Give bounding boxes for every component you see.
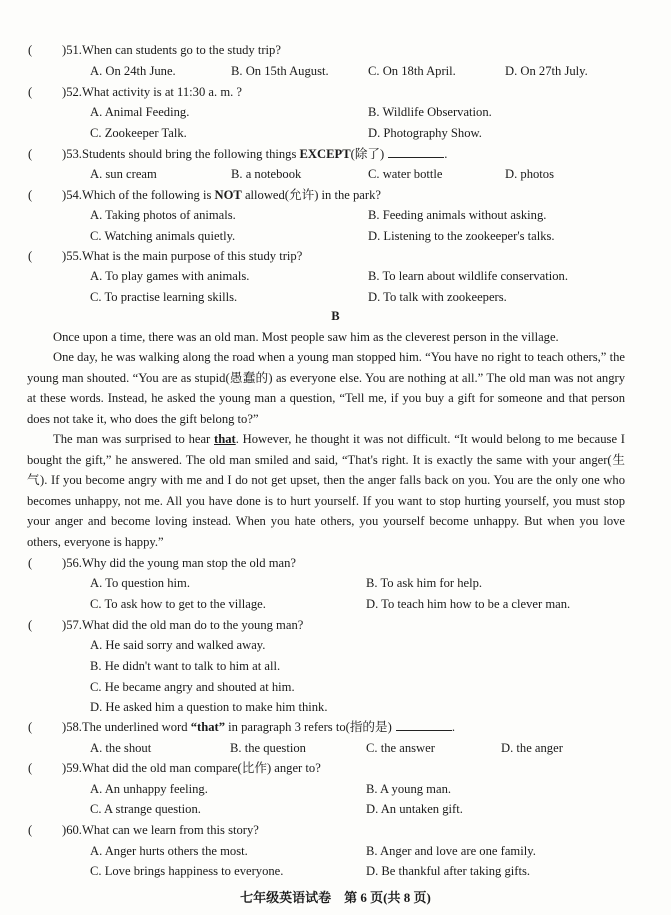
answer-paren[interactable]: ( xyxy=(28,823,33,837)
options-56b xyxy=(28,594,651,614)
option-a[interactable]: A. the shout xyxy=(90,741,152,755)
options-60a xyxy=(28,841,651,861)
option-b[interactable]: B. He didn't want to talk to him at all. xyxy=(90,659,281,673)
option-a[interactable]: A. Anger hurts others the most. xyxy=(90,844,248,858)
options-54b xyxy=(28,226,651,246)
options-59b xyxy=(28,799,651,819)
answer-paren[interactable]: ( xyxy=(28,556,33,570)
option-a[interactable]: A. An unhappy feeling. xyxy=(90,782,208,796)
option-c[interactable]: C. Zookeeper Talk. xyxy=(90,126,187,140)
options-51 xyxy=(28,61,651,81)
question-number: )55. xyxy=(62,249,82,263)
options-57b xyxy=(28,656,651,676)
question-gloss: in paragraph 3 refers to(指的是) xyxy=(225,720,392,734)
option-d[interactable]: D. photos xyxy=(505,167,554,181)
emphasis-word: “that” xyxy=(190,720,225,734)
passage-paragraph-2: One day, he was walking along the road when a young man stopped him. “You have no right to teach others,” the young man shouted. “You are as stupid(愚蠢的) as everyone else. You are nothing at all.” The old man was not angry at these words. Instead, he asked the young man a question, “Tell me, if you buy a gift for someone and that person does not take it, who does the gift belong to?” xyxy=(27,350,625,426)
question-52 xyxy=(28,82,651,102)
passage-paragraph-3 xyxy=(27,429,625,553)
option-b[interactable]: B. a notebook xyxy=(231,167,302,181)
option-b[interactable]: B. the question xyxy=(230,741,306,755)
question-number: )56. xyxy=(62,556,82,570)
option-b[interactable]: B. Anger and love are one family. xyxy=(366,844,536,858)
option-c[interactable]: C. Love brings happiness to everyone. xyxy=(90,864,284,878)
question-56 xyxy=(28,553,651,573)
options-55b xyxy=(28,287,651,307)
emphasis-word: NOT xyxy=(214,188,242,202)
question-text: Which of the following is xyxy=(81,188,215,202)
question-gloss: allowed(允许) in the park? xyxy=(241,188,381,202)
question-54 xyxy=(28,185,651,205)
option-b[interactable]: B. Wildlife Observation. xyxy=(368,105,492,119)
options-59a xyxy=(28,779,651,799)
question-60 xyxy=(28,820,651,840)
question-51 xyxy=(28,40,651,60)
answer-blank[interactable] xyxy=(388,145,444,158)
option-a[interactable]: A. To play games with animals. xyxy=(90,269,250,283)
options-60b xyxy=(28,861,651,881)
question-53 xyxy=(28,144,651,164)
option-a[interactable]: A. On 24th June. xyxy=(90,64,176,78)
option-a[interactable]: A. Animal Feeding. xyxy=(90,105,190,119)
question-text: What is the main purpose of this study trip? xyxy=(81,249,303,263)
question-text: The underlined word xyxy=(81,720,191,734)
question-end: . xyxy=(444,147,448,161)
answer-paren[interactable]: ( xyxy=(28,618,33,632)
question-number: )52. xyxy=(62,85,82,99)
option-d[interactable]: D. Be thankful after taking gifts. xyxy=(366,864,531,878)
question-57 xyxy=(28,615,651,635)
question-number: )54. xyxy=(62,188,82,202)
question-text: When can students go to the study trip? xyxy=(81,43,281,57)
question-gloss: (除了) xyxy=(350,147,385,161)
answer-paren[interactable]: ( xyxy=(28,85,33,99)
option-d[interactable]: D. Photography Show. xyxy=(368,126,482,140)
option-a[interactable]: A. To question him. xyxy=(90,576,190,590)
option-b[interactable]: B. To ask him for help. xyxy=(366,576,483,590)
options-58 xyxy=(28,738,651,758)
option-b[interactable]: B. A young man. xyxy=(366,782,452,796)
option-c[interactable]: C. To ask how to get to the village. xyxy=(90,597,266,611)
option-d[interactable]: D. On 27th July. xyxy=(505,64,588,78)
question-number: )60. xyxy=(62,823,82,837)
options-52b xyxy=(28,123,651,143)
question-59 xyxy=(28,758,651,778)
question-number: )59. xyxy=(62,761,82,775)
options-54a xyxy=(28,205,651,225)
question-number: )53. xyxy=(62,147,82,161)
options-55a xyxy=(28,266,651,286)
option-d[interactable]: D. To talk with zookeepers. xyxy=(368,290,507,304)
paragraph-text: The man was surprised to hear xyxy=(53,432,214,446)
answer-paren[interactable]: ( xyxy=(28,249,33,263)
question-text: What activity is at 11:30 a. m. ? xyxy=(81,85,242,99)
emphasis-word: EXCEPT xyxy=(299,147,351,161)
options-57c xyxy=(28,677,651,697)
options-53 xyxy=(28,164,651,184)
option-a[interactable]: A. Taking photos of animals. xyxy=(90,208,236,222)
answer-paren[interactable]: ( xyxy=(28,720,33,734)
option-d[interactable]: D. Listening to the zookeeper's talks. xyxy=(368,229,555,243)
option-d[interactable]: D. To teach him how to be a clever man. xyxy=(366,597,571,611)
question-number: )57. xyxy=(62,618,82,632)
option-b[interactable]: B. On 15th August. xyxy=(231,64,329,78)
question-58 xyxy=(28,717,651,737)
question-text: Students should bring the following things xyxy=(81,147,300,161)
question-text: What did the old man do to the young man? xyxy=(81,618,304,632)
option-a[interactable]: A. He said sorry and walked away. xyxy=(90,638,266,652)
question-text: Why did the young man stop the old man? xyxy=(81,556,296,570)
option-c[interactable]: C. To practise learning skills. xyxy=(90,290,238,304)
question-55 xyxy=(28,246,651,266)
question-number: )51. xyxy=(62,43,82,57)
options-57a xyxy=(28,635,651,655)
question-text: What did the old man compare(比作) anger to? xyxy=(81,761,321,775)
option-c[interactable]: C. He became angry and shouted at him. xyxy=(90,680,295,694)
underlined-word: that xyxy=(214,432,236,446)
option-c[interactable]: C. the answer xyxy=(366,741,435,755)
option-b[interactable]: B. Feeding animals without asking. xyxy=(368,208,547,222)
options-56a xyxy=(28,573,651,593)
question-text: What can we learn from this story? xyxy=(81,823,259,837)
paragraph-text: . However, he thought it was not difficult. “It would belong to me because I bought the gift,” he answered. The old man smiled and said, “That's right. It is exactly the same with your anger(生气). If you become angry with me and I do not get upset, then the anger falls back on you. You are the only one who becomes unhappy, not me. All you have done is to hurt yourself. If you want to stop hurting yourself, you must stop your anger and become loving instead. When you hate others, you yourself become unhappy. But when you love others, everyone is happy.” xyxy=(27,432,625,549)
answer-blank[interactable] xyxy=(396,718,452,731)
question-number: )58. xyxy=(62,720,82,734)
section-heading: B xyxy=(331,309,340,323)
option-c[interactable]: C. Watching animals quietly. xyxy=(90,229,236,243)
option-c[interactable]: C. water bottle xyxy=(368,167,443,181)
options-57d xyxy=(28,697,651,717)
passage-paragraph-1: Once upon a time, there was an old man. Most people saw him as the cleverest person in the village. xyxy=(53,330,559,344)
question-end: . xyxy=(451,720,455,734)
option-d[interactable]: D. He asked him a question to make him think. xyxy=(90,700,328,714)
option-c[interactable]: C. On 18th April. xyxy=(368,64,456,78)
option-d[interactable]: D. the anger xyxy=(501,741,563,755)
option-b[interactable]: B. To learn about wildlife conservation. xyxy=(368,269,568,283)
page-footer: 七年级英语试卷 第 6 页(共 8 页) xyxy=(240,890,431,905)
option-d[interactable]: D. An untaken gift. xyxy=(366,802,463,816)
option-c[interactable]: C. A strange question. xyxy=(90,802,201,816)
answer-paren[interactable]: ( xyxy=(28,43,33,57)
options-52a xyxy=(28,102,651,122)
option-a[interactable]: A. sun cream xyxy=(90,167,157,181)
answer-paren[interactable]: ( xyxy=(28,761,33,775)
answer-paren[interactable]: ( xyxy=(28,188,33,202)
answer-paren[interactable]: ( xyxy=(28,147,33,161)
